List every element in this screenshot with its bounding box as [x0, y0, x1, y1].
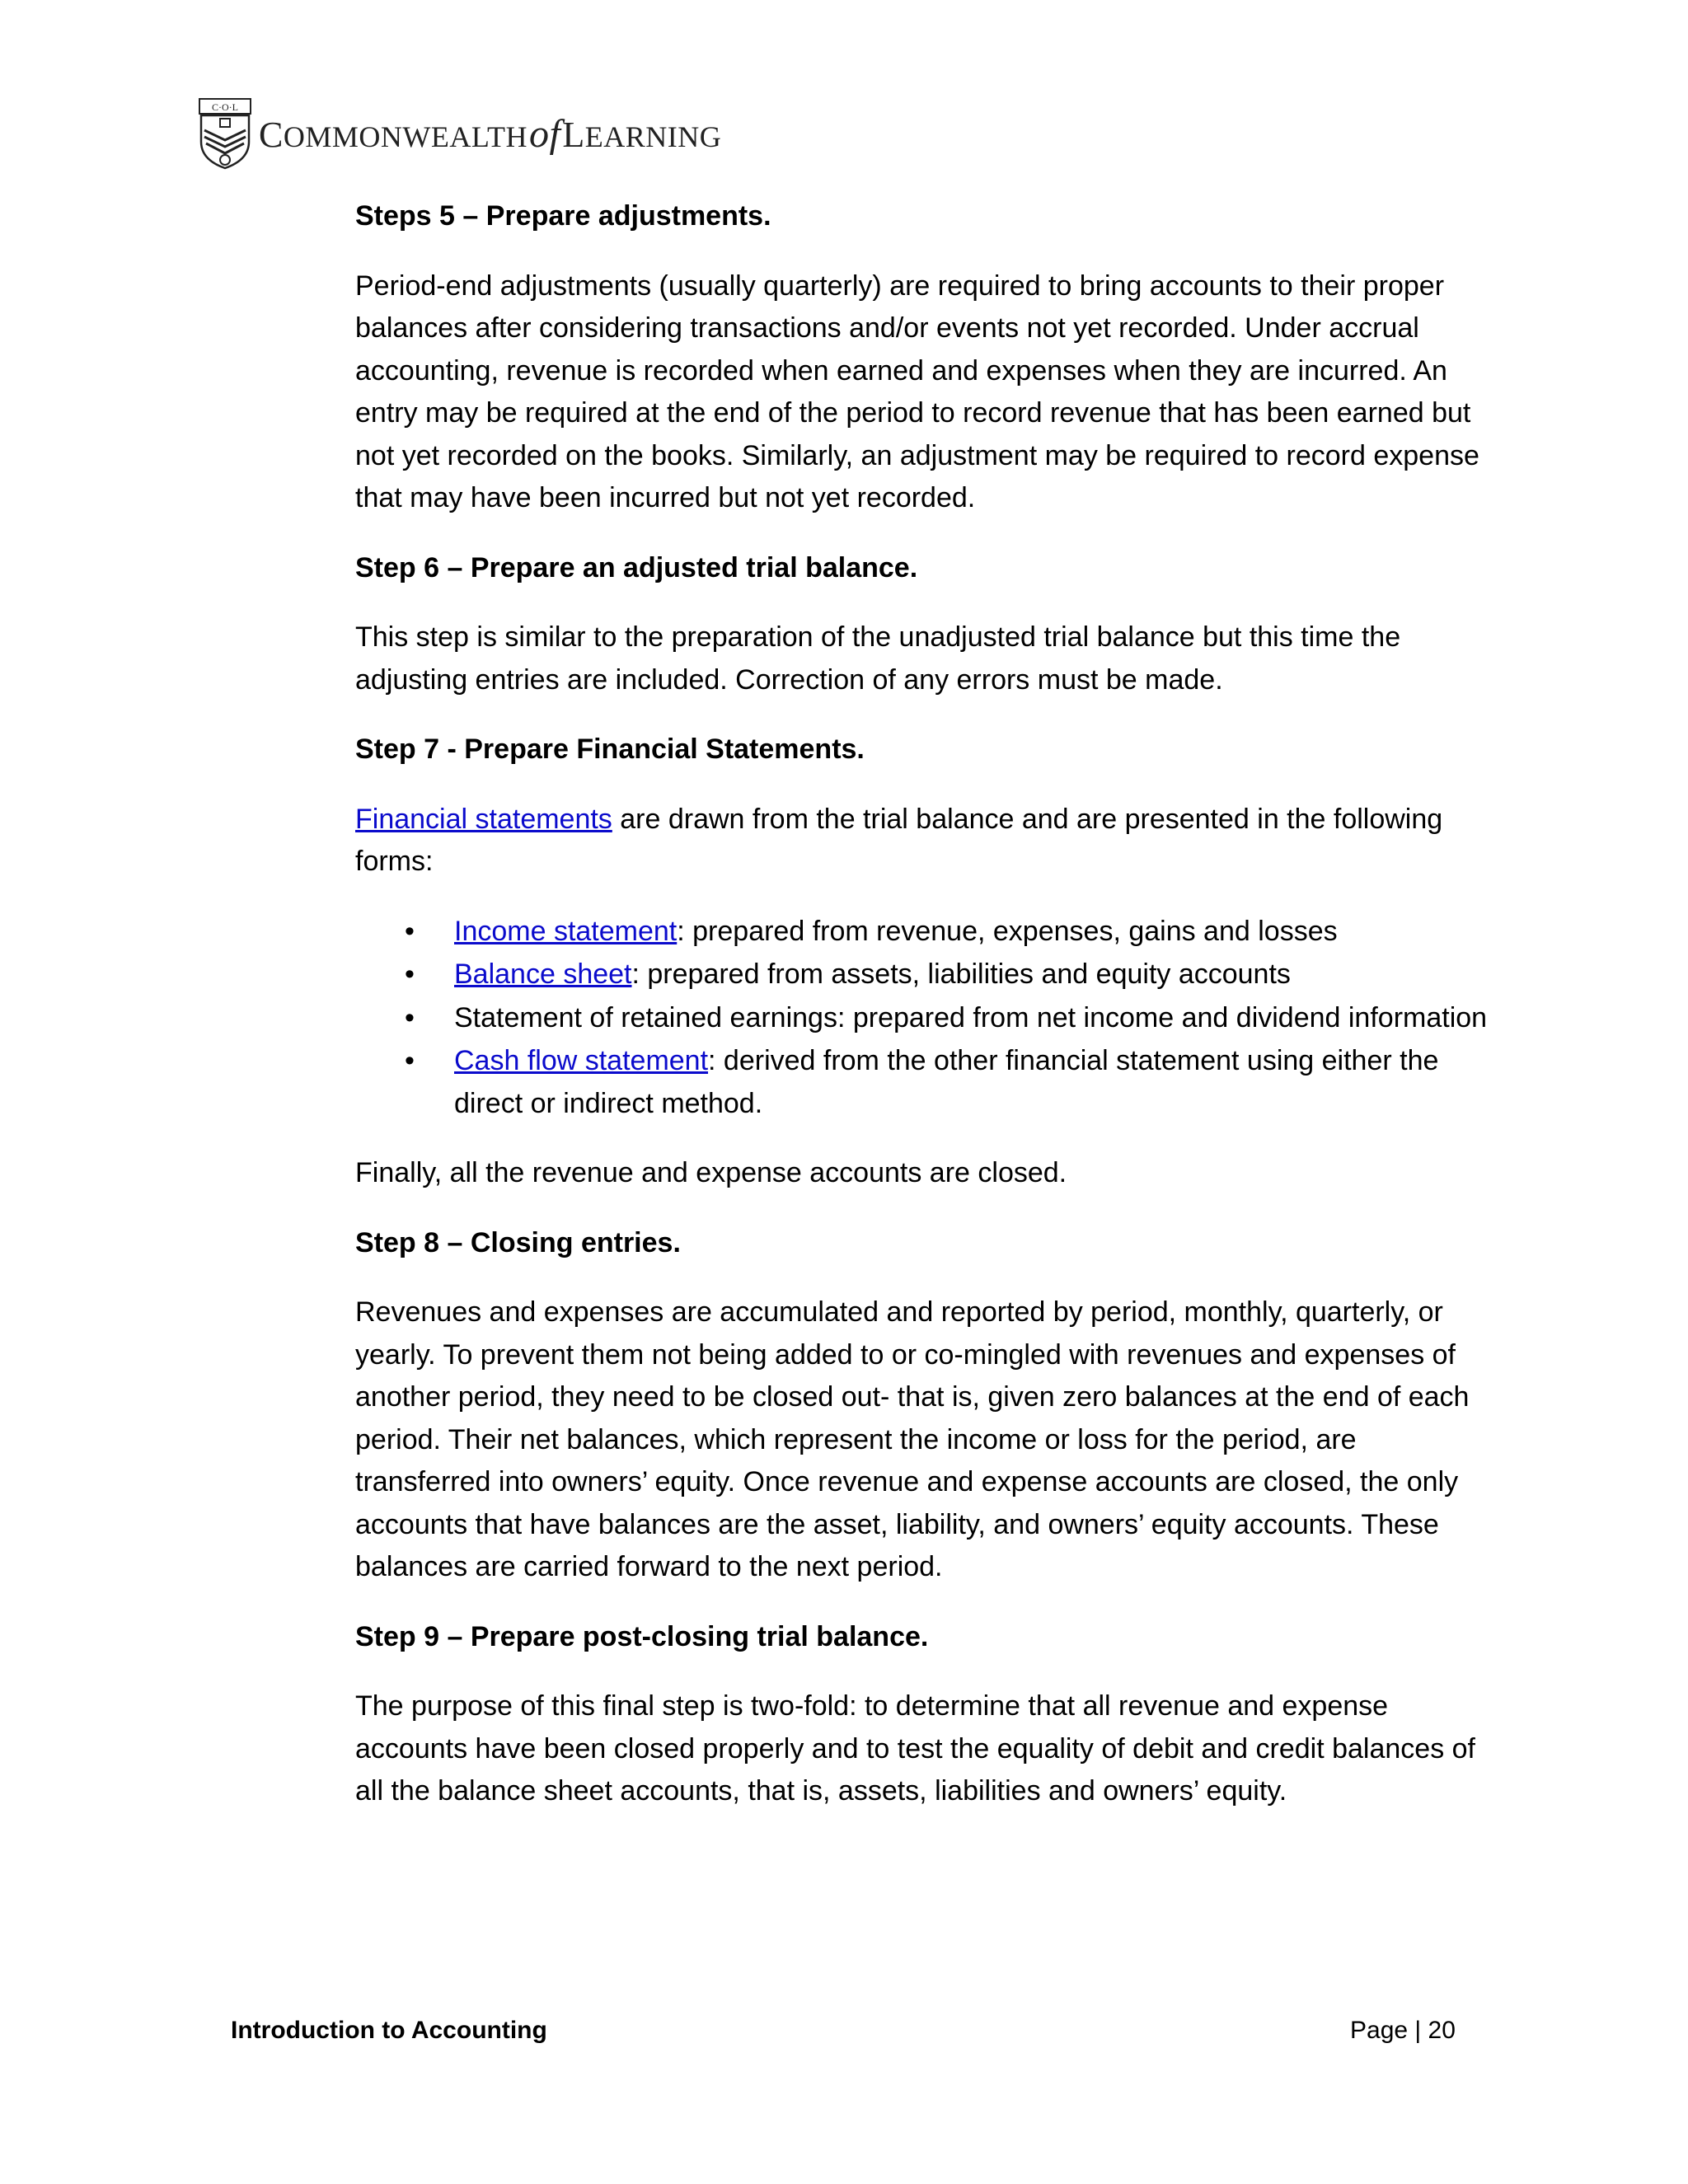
svg-text:C·O·L: C·O·L	[212, 101, 238, 113]
financial-statements-link[interactable]: Financial statements	[355, 803, 612, 835]
list-item: • Income statement: prepared from revenue, expenses, gains and losses	[355, 911, 1493, 954]
balance-sheet-link[interactable]: Balance sheet	[454, 958, 632, 990]
page-content	[355, 195, 1493, 1840]
footer-page-number: Page | 20	[1350, 2017, 1456, 2044]
bullet-icon: •	[405, 1045, 415, 1076]
col-shield-icon	[198, 97, 252, 170]
step8-heading: Step 8 – Closing entries.	[355, 1226, 681, 1258]
bullet-icon: •	[405, 958, 415, 990]
step7-closing: Finally, all the revenue and expense accounts are closed.	[355, 1157, 1067, 1188]
step5-body: Period-end adjustments (usually quarterly) are required to bring accounts to their proper balances after considering transactions and/or events not yet recorded. Under accrual accounting, revenue is recorded when earned and expenses when they are incurred. An entry may be required at the end of the period to record revenue that has been earned but not yet recorded on the books. Similarly, an adjustment may be required to record expense that may have been incurred but not yet recorded.	[355, 269, 1479, 513]
bullet-icon: •	[405, 915, 415, 947]
step9-heading: Step 9 – Prepare post-closing trial balance.	[355, 1620, 929, 1652]
col-wordmark: COMMONWEALTHofLEARNING	[259, 111, 722, 156]
step9-body: The purpose of this final step is two-fold: to determine that all revenue and expense accounts have been closed properly and to test the equality of debit and credit balances of all the balance sheet accounts, that is, assets, liabilities and owners’ equity.	[355, 1690, 1476, 1807]
list-item: • Balance sheet: prepared from assets, liabilities and equity accounts	[355, 954, 1493, 996]
income-statement-link[interactable]: Income statement	[454, 915, 678, 947]
step6-body: This step is similar to the preparation of the unadjusted trial balance but this time the adjusting entries are included. Correction of any errors must be made.	[355, 621, 1401, 696]
cash-flow-statement-link[interactable]: Cash flow statement	[454, 1045, 709, 1076]
step7-intro: Financial statements are drawn from the trial balance and are presented in the following forms:	[355, 803, 1443, 877]
col-logo	[198, 97, 721, 170]
financial-statements-list	[355, 911, 1493, 1126]
step8-body: Revenues and expenses are accumulated and reported by period, monthly, quarterly, or yearly. To prevent them not being added to or co-mingled with revenues and expenses of another period, they need to be closed out- that is, given zero balances at the end of each period. Their net balances, which represent the income or loss for the period, are transferred into owners’ equity. Once revenue and expense accounts are closed, the only accounts that have balances are the asset, liability, and owners’ equity accounts. These balances are carried forward to the next period.	[355, 1296, 1470, 1582]
step7-heading: Step 7 - Prepare Financial Statements.	[355, 733, 865, 765]
step6-heading: Step 6 – Prepare an adjusted trial balance.	[355, 551, 918, 583]
list-item: • Cash flow statement: derived from the other financial statement using either the direct or indirect method.	[355, 1040, 1493, 1125]
bullet-icon: •	[405, 1001, 415, 1033]
footer-course-title: Introduction to Accounting	[231, 2017, 547, 2044]
step5-heading: Steps 5 – Prepare adjustments.	[355, 200, 771, 232]
list-item: • Statement of retained earnings: prepared from net income and dividend information	[355, 997, 1493, 1040]
